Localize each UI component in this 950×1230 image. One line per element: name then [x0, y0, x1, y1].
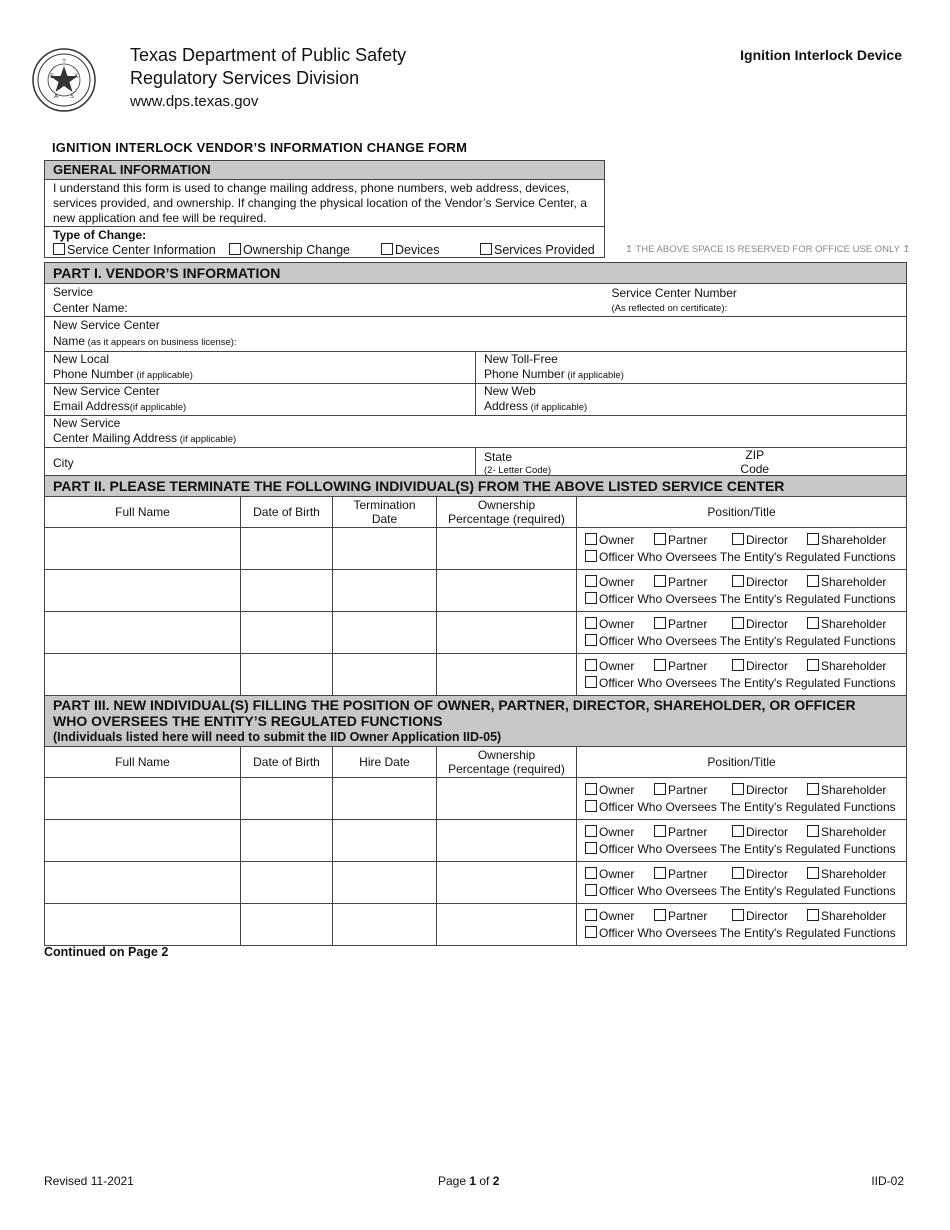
position-option-officer[interactable]: Officer Who Oversees The Entity's Regulated Functions: [585, 841, 896, 858]
checkbox[interactable]: [807, 867, 819, 879]
position-option-owner[interactable]: Owner: [585, 782, 654, 799]
agency-header: [130, 44, 406, 113]
date-of-birth-cell[interactable]: [241, 654, 333, 696]
col-position-title: Position/Title: [577, 497, 907, 528]
date-cell[interactable]: [333, 778, 437, 820]
checkbox[interactable]: [732, 783, 744, 795]
seal-letter-s: S: [70, 93, 74, 100]
position-option-owner[interactable]: Owner: [585, 866, 654, 883]
part2-rows: [45, 528, 907, 696]
full-name-cell[interactable]: [45, 654, 241, 696]
col-full-name: Full Name: [45, 497, 241, 528]
position-option-director[interactable]: Director: [732, 658, 807, 675]
position-option-officer[interactable]: Officer Who Oversees The Entity's Regulated Functions: [585, 883, 896, 900]
date-of-birth-cell[interactable]: [241, 904, 333, 946]
position-title-cell: [577, 570, 907, 612]
checkbox[interactable]: [807, 659, 819, 671]
checkbox[interactable]: [585, 592, 597, 604]
seal-letter-e: E: [50, 73, 54, 80]
checkbox[interactable]: [732, 533, 744, 545]
col-position-title: Position/Title: [577, 747, 907, 778]
checkbox[interactable]: [807, 909, 819, 921]
form-title: IGNITION INTERLOCK VENDOR’S INFORMATION CHANGE FORM: [52, 140, 468, 155]
office-use-note: ↥ THE ABOVE SPACE IS RESERVED FOR OFFICE USE ONLY ↥: [625, 244, 911, 255]
date-of-birth-cell[interactable]: [241, 862, 333, 904]
checkbox[interactable]: [585, 676, 597, 688]
date-cell[interactable]: [333, 528, 437, 570]
full-name-cell[interactable]: [45, 820, 241, 862]
part2-terminate-table: [44, 475, 907, 696]
type-of-change-options: [45, 243, 604, 257]
continued-note: Continued on Page 2: [44, 945, 169, 959]
position-option-shareholder[interactable]: Shareholder: [807, 782, 886, 799]
checkbox[interactable]: [585, 884, 597, 896]
option-services-provided[interactable]: Services Provided: [480, 243, 595, 257]
checkbox[interactable]: [585, 867, 597, 879]
checkbox[interactable]: [807, 783, 819, 795]
general-information-box: [44, 160, 605, 258]
col-full-name: Full Name: [45, 747, 241, 778]
position-option-owner[interactable]: Owner: [585, 616, 654, 633]
checkbox[interactable]: [732, 825, 744, 837]
ownership-pct-cell[interactable]: [437, 862, 577, 904]
date-of-birth-cell[interactable]: [241, 570, 333, 612]
date-cell[interactable]: [333, 820, 437, 862]
date-cell[interactable]: [333, 904, 437, 946]
new-mailing-address-field[interactable]: New Service Center Mailing Address (if applicable): [45, 416, 907, 448]
checkbox[interactable]: [807, 617, 819, 629]
position-title-cell: [577, 904, 907, 946]
new-service-center-name-field[interactable]: New Service Center Name (as it appears on business license):: [45, 317, 907, 352]
position-title-cell: [577, 654, 907, 696]
table-row: [45, 904, 907, 946]
position-option-director[interactable]: Director: [732, 574, 807, 591]
position-option-officer[interactable]: Officer Who Oversees The Entity's Regulated Functions: [585, 591, 896, 608]
checkbox[interactable]: [585, 634, 597, 646]
position-option-partner[interactable]: Partner: [654, 658, 732, 675]
checkbox[interactable]: [654, 783, 666, 795]
checkbox[interactable]: [585, 783, 597, 795]
position-option-partner[interactable]: Partner: [654, 866, 732, 883]
checkbox[interactable]: [585, 926, 597, 938]
position-option-shareholder[interactable]: Shareholder: [807, 866, 886, 883]
ownership-pct-cell[interactable]: [437, 778, 577, 820]
col-ownership-pct: Ownership Percentage (required): [437, 497, 577, 528]
checkbox[interactable]: [53, 243, 65, 255]
agency-url[interactable]: www.dps.texas.gov: [130, 93, 259, 110]
position-option-shareholder[interactable]: Shareholder: [807, 532, 886, 549]
table-row: [45, 820, 907, 862]
program-title: Ignition Interlock Device: [740, 47, 902, 63]
position-title-cell: [577, 528, 907, 570]
date-of-birth-cell[interactable]: [241, 820, 333, 862]
new-tollfree-phone-field[interactable]: New Toll-Free Phone Number (if applicable): [476, 352, 907, 384]
general-info-heading: GENERAL INFORMATION: [45, 161, 604, 180]
col-hire-date: Hire Date: [333, 747, 437, 778]
position-option-officer[interactable]: Officer Who Oversees The Entity's Regulated Functions: [585, 633, 896, 650]
revised-date: Revised 11-2021: [44, 1174, 134, 1188]
checkbox[interactable]: [732, 909, 744, 921]
division-name: Regulatory Services Division: [130, 68, 360, 88]
checkbox[interactable]: [654, 909, 666, 921]
part3-heading: PART III. NEW INDIVIDUAL(S) FILLING THE POSITION OF OWNER, PARTNER, DIRECTOR, SHAREHOLDER, OR OFFICER WHO OVERSEES THE ENTITY’S REGULATED FUNCTIONS (Individuals listed here will need to submit the IID Owner Application IID-05): [45, 696, 907, 747]
checkbox[interactable]: [654, 533, 666, 545]
seal-letter-x: X: [73, 73, 79, 80]
table-row: [45, 654, 907, 696]
checkbox[interactable]: [585, 842, 597, 854]
full-name-cell[interactable]: [45, 904, 241, 946]
position-title-cell: [577, 612, 907, 654]
checkbox[interactable]: [585, 825, 597, 837]
col-date-of-birth: Date of Birth: [241, 497, 333, 528]
checkbox[interactable]: [585, 800, 597, 812]
service-center-name-field[interactable]: Service Center Name:: [45, 284, 604, 317]
ownership-pct-cell[interactable]: [437, 820, 577, 862]
position-option-director[interactable]: Director: [732, 782, 807, 799]
general-info-text: I understand this form is used to change mailing address, phone numbers, web address, devices, services provided, and ownership. If changing the physical location of the Vendor’s Service Center, a new application and fee will be required.: [45, 180, 604, 227]
position-option-shareholder[interactable]: Shareholder: [807, 658, 886, 675]
checkbox[interactable]: [807, 575, 819, 587]
ownership-pct-cell[interactable]: [437, 612, 577, 654]
position-option-officer[interactable]: Officer Who Oversees The Entity's Regulated Functions: [585, 675, 896, 692]
position-option-shareholder[interactable]: Shareholder: [807, 908, 886, 925]
date-cell[interactable]: [333, 654, 437, 696]
date-cell[interactable]: [333, 862, 437, 904]
position-title-cell: [577, 820, 907, 862]
date-of-birth-cell[interactable]: [241, 778, 333, 820]
date-of-birth-cell[interactable]: [241, 528, 333, 570]
table-row: [45, 612, 907, 654]
position-option-director[interactable]: Director: [732, 616, 807, 633]
position-option-owner[interactable]: Owner: [585, 658, 654, 675]
checkbox[interactable]: [654, 575, 666, 587]
full-name-cell[interactable]: [45, 570, 241, 612]
checkbox[interactable]: [732, 659, 744, 671]
part3-new-individuals-table: [44, 695, 907, 946]
state-field[interactable]: State (2- Letter Code): [476, 448, 604, 479]
position-option-partner[interactable]: Partner: [654, 782, 732, 799]
date-cell[interactable]: [333, 570, 437, 612]
position-option-partner[interactable]: Partner: [654, 908, 732, 925]
full-name-cell[interactable]: [45, 862, 241, 904]
checkbox[interactable]: [807, 825, 819, 837]
zip-field[interactable]: ZIP Code: [604, 448, 907, 479]
table-row: [45, 570, 907, 612]
ownership-pct-cell[interactable]: [437, 904, 577, 946]
option-service-center-info[interactable]: Service Center Information: [53, 243, 229, 257]
checkbox[interactable]: [807, 533, 819, 545]
checkbox[interactable]: [654, 825, 666, 837]
position-option-officer[interactable]: Officer Who Oversees The Entity's Regulated Functions: [585, 925, 896, 942]
date-of-birth-cell[interactable]: [241, 612, 333, 654]
checkbox[interactable]: [585, 550, 597, 562]
position-option-owner[interactable]: Owner: [585, 574, 654, 591]
col-termination-date: Termination Date: [333, 497, 437, 528]
page-number: Page 1 of 2: [438, 1174, 500, 1188]
col-ownership-pct: Ownership Percentage (required): [437, 747, 577, 778]
checkbox[interactable]: [732, 575, 744, 587]
full-name-cell[interactable]: [45, 528, 241, 570]
part1-vendor-info-table: [44, 262, 907, 479]
new-web-address-field[interactable]: New Web Address (if applicable): [476, 384, 907, 416]
checkbox[interactable]: [654, 867, 666, 879]
checkbox[interactable]: [732, 867, 744, 879]
part3-rows: [45, 778, 907, 946]
position-option-partner[interactable]: Partner: [654, 532, 732, 549]
position-option-officer[interactable]: Officer Who Oversees The Entity's Regulated Functions: [585, 799, 896, 816]
option-devices[interactable]: Devices: [381, 243, 480, 257]
ownership-pct-cell[interactable]: [437, 654, 577, 696]
position-option-officer[interactable]: Officer Who Oversees The Entity's Regulated Functions: [585, 549, 896, 566]
full-name-cell[interactable]: [45, 612, 241, 654]
full-name-cell[interactable]: [45, 778, 241, 820]
position-option-director[interactable]: Director: [732, 532, 807, 549]
position-option-shareholder[interactable]: Shareholder: [807, 824, 886, 841]
position-option-director[interactable]: Director: [732, 908, 807, 925]
checkbox[interactable]: [229, 243, 241, 255]
checkbox[interactable]: [585, 659, 597, 671]
position-option-director[interactable]: Director: [732, 866, 807, 883]
new-local-phone-field[interactable]: New Local Phone Number (if applicable): [45, 352, 476, 384]
agency-name: Texas Department of Public Safety: [130, 45, 407, 65]
city-field[interactable]: City: [45, 448, 476, 479]
position-option-director[interactable]: Director: [732, 824, 807, 841]
checkbox[interactable]: [654, 617, 666, 629]
position-title-cell: [577, 862, 907, 904]
position-option-shareholder[interactable]: Shareholder: [807, 616, 886, 633]
checkbox[interactable]: [480, 243, 492, 255]
position-option-partner[interactable]: Partner: [654, 574, 732, 591]
position-option-partner[interactable]: Partner: [654, 616, 732, 633]
seal-letter-t: T: [62, 59, 66, 65]
seal-letter-a: A: [53, 93, 59, 100]
table-row: [45, 778, 907, 820]
ownership-pct-cell[interactable]: [437, 528, 577, 570]
checkbox[interactable]: [585, 575, 597, 587]
part1-heading: PART I. VENDOR’S INFORMATION: [45, 263, 907, 284]
dps-seal-logo: [32, 48, 96, 112]
position-option-owner[interactable]: Owner: [585, 908, 654, 925]
position-option-owner[interactable]: Owner: [585, 532, 654, 549]
table-row: [45, 862, 907, 904]
option-ownership-change[interactable]: Ownership Change: [229, 243, 381, 257]
new-email-field[interactable]: New Service Center Email Address(if applicable): [45, 384, 476, 416]
checkbox[interactable]: [585, 617, 597, 629]
checkbox[interactable]: [585, 909, 597, 921]
type-of-change-label: Type of Change:: [53, 228, 147, 242]
position-option-owner[interactable]: Owner: [585, 824, 654, 841]
position-option-partner[interactable]: Partner: [654, 824, 732, 841]
date-cell[interactable]: [333, 612, 437, 654]
position-option-shareholder[interactable]: Shareholder: [807, 574, 886, 591]
checkbox[interactable]: [654, 659, 666, 671]
ownership-pct-cell[interactable]: [437, 570, 577, 612]
part2-heading: PART II. PLEASE TERMINATE THE FOLLOWING INDIVIDUAL(S) FROM THE ABOVE LISTED SERVICE CENTER: [45, 476, 907, 497]
table-row: [45, 528, 907, 570]
form-id: IID-02: [871, 1174, 904, 1188]
service-center-number-field[interactable]: Service Center Number (As reflected on certificate):: [604, 284, 907, 317]
checkbox[interactable]: [381, 243, 393, 255]
checkbox[interactable]: [585, 533, 597, 545]
checkbox[interactable]: [732, 617, 744, 629]
col-date-of-birth: Date of Birth: [241, 747, 333, 778]
position-title-cell: [577, 778, 907, 820]
